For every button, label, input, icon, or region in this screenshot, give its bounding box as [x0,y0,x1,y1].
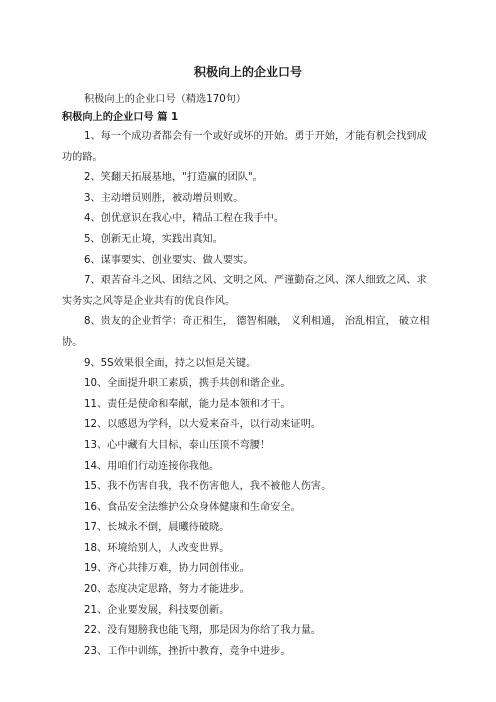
list-item: 10、全面提升职工素质，携手共创和谐企业。 [84,378,291,390]
list-item: 16、食品安全法维护公众身体健康和生命安全。 [84,501,301,513]
list-item: 8、贵友的企业哲学：奇正相生， 德智相融， 义利相通， 治乱相宜， 破立相协。 [62,316,430,348]
list-item: 17、长城永不倒，晨曦待破晓。 [84,522,230,534]
list-item: 23、工作中训练，挫折中教育，竞争中进步。 [84,645,291,657]
list-item: 2、笑翻天拓展基地，"打造赢的团队"。 [84,172,263,184]
list-item: 3、主动增员则胜，被动增员则败。 [84,192,244,204]
list-item: 11、责任是使命和奉献，能力是本领和才干。 [84,398,291,410]
document-subtitle: 积极向上的企业口号（精选170句） [84,94,247,105]
document-title: 积极向上的企业口号 [193,65,302,79]
list-item: 14、用咱们行动连接你我他。 [84,460,220,472]
list-item: 22、没有翅膀我也能飞翔，那是因为你给了我力量。 [84,625,322,637]
list-item: 5、创新无止境，实践出真知。 [84,233,223,245]
list-item: 12、以感恩为学科，以大爱来奋斗，以行动来证明。 [84,419,322,431]
list-item: 18、环境给别人，人改变世界。 [84,542,230,554]
section-heading: 积极向上的企业口号 篇 1 [62,112,179,123]
list-item: 15、我不伤害自我，我不伤害他人，我不被他人伤害。 [84,481,332,493]
list-item: 20、态度决定思路，努力才能进步。 [84,584,250,596]
list-item: 13、心中藏有大目标，泰山压顶不弯腰！ [84,439,271,451]
list-item: 21、企业要发展，科技要创新。 [84,604,230,616]
list-item: 1、每一个成功者都会有一个或好或坏的开始。勇于开始，才能有机会找到成功的路。 [62,131,427,163]
list-item: 19、齐心共排万难，协力同创伟业。 [84,563,250,575]
list-item: 6、谋事要实、创业要实、做人要实。 [84,254,254,266]
list-item: 7、艰苦奋斗之风、团结之风、文明之风、严谨勤奋之风、深人细致之风、求实务实之风等是企业共有的优良作风。 [62,275,427,307]
list-item: 9、5S效果很全面，持之以恒是关键。 [84,357,257,369]
slogan-list [62,127,434,662]
list-item: 4、创优意识在我心中，精品工程在我手中。 [84,213,285,225]
